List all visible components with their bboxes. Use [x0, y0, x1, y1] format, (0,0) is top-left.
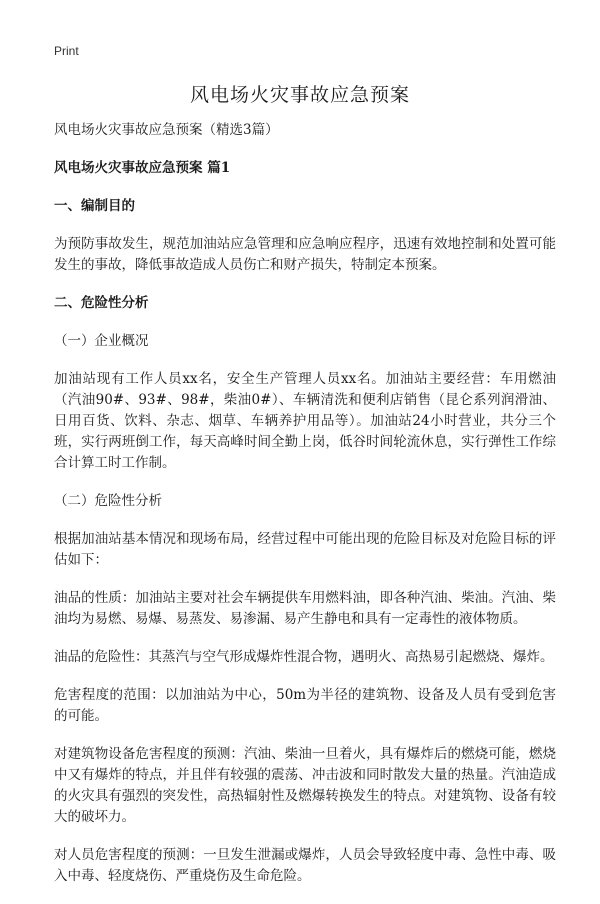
document-title: 风电场火灾事故应急预案 — [189, 84, 410, 106]
paragraph-oil-hazards: 油品的危险性：其蒸汽与空气形成爆炸性混合物，遇明火、高热易引起燃烧、爆炸。 — [54, 649, 554, 665]
paragraph-company-overview: 加油站现有工作人员xx名，安全生产管理人员xx名。加油站主要经营：车用燃油（汽油90#、93#、98#，柴油0#）、车辆清洗和便利店销售（昆仑系列润滑油、日用百货、饮料、杂志、烟草、车辆养护用品等）。加油站24小时营业，共分三个班，实行两班倒工作，每天高峰时间全勤上岗，低谷时间轮流休息，实行弹性工作综合计算工时工作制。 — [54, 371, 556, 471]
paragraph-risk-assessment-intro: 根据加油站基本情况和现场布局，经营过程中可能出现的危险目标及对危险目标的评估如下： — [54, 531, 556, 568]
subheading-company-overview: （一）企业概况 — [54, 333, 149, 349]
paragraph-building-damage: 对建筑物设备危害程度的预测：汽油、柴油一旦着火，具有爆炸后的燃烧可能，燃烧中又有爆炸的特点，并且伴有较强的震荡、冲击波和同时散发大量的热量。汽油造成的火灾具有强烈的突发性，高热辐射性及燃爆转换发生的特点。对建筑物、设备有较大的破坏力。 — [54, 746, 556, 825]
paragraph-oil-properties: 油品的性质：加油站主要对社会车辆提供车用燃料油，即各种汽油、柴油。汽油、柴油均为易燃、易爆、易蒸发、易渗漏、易产生静电和具有一定毒性的液体物质。 — [54, 590, 556, 627]
subheading-risk-analysis: （二）危险性分析 — [54, 493, 162, 509]
print-label: Print — [54, 44, 79, 58]
section-heading-risk-analysis: 二、危险性分析 — [54, 295, 149, 311]
chapter-title: 风电场火灾事故应急预案 篇1 — [54, 160, 231, 176]
document-body — [54, 120, 556, 904]
paragraph-personnel-hazard: 对人员危害程度的预测：一旦发生泄漏或爆炸，人员会导致轻度中毒、急性中毒、吸入中毒、轻度烧伤、严重烧伤及生命危险。 — [54, 847, 556, 884]
paragraph-purpose: 为预防事故发生，规范加油站应急管理和应急响应程序，迅速有效地控制和处置可能发生的事故，降低事故造成人员伤亡和财产损失，特制定本预案。 — [54, 236, 556, 273]
paragraph-hazard-range: 危害程度的范围：以加油站为中心，50m为半径的建筑物、设备及人员有受到危害的可能。 — [54, 687, 556, 724]
section-heading-purpose: 一、编制目的 — [54, 198, 135, 214]
document-subtitle: 风电场火灾事故应急预案（精选3篇） — [54, 122, 279, 138]
